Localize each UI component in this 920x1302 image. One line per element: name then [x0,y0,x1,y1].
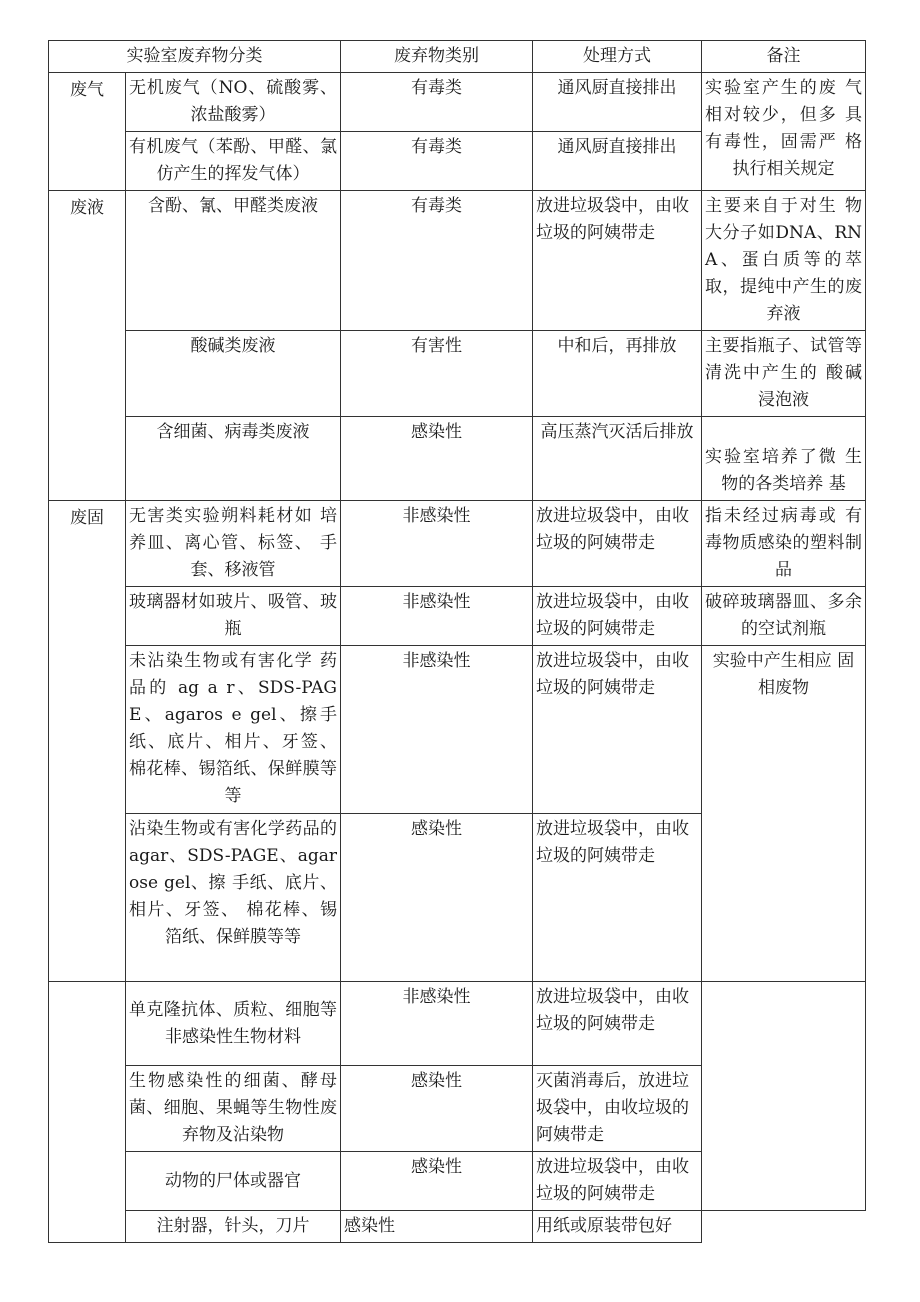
type-cell: 感染性 [341,1066,533,1152]
type-cell: 有毒类 [341,191,533,331]
treatment-cell: 放进垃圾袋中，由收垃圾的阿姨带走 [533,191,702,331]
treatment-cell: 放进垃圾袋中，由收垃圾的阿姨带走 [533,501,702,587]
remarks-cell: 实验室产生的废 气相对较少，但多 具有毒性，固需严 格执行相关规定 [702,73,866,191]
type-cell: 有害性 [341,331,533,417]
remarks-cell: 破碎玻璃器皿、多余的空试剂瓶 [702,587,866,646]
item-cell: 生物感染性的细菌、酵母菌、细胞、果蝇等生物性废弃物及沾染物 [126,1066,341,1152]
remarks-cell: 指未经过病毒或 有毒物质感染的塑料制品 [702,501,866,587]
type-cell: 感染性 [341,1152,533,1211]
item-cell: 含酚、氰、甲醛类废液 [126,191,341,331]
type-cell: 非感染性 [341,501,533,587]
type-cell: 非感染性 [341,587,533,646]
group-label-empty [49,982,126,1243]
remarks-cell: 实验室培养了微 生物的各类培养 基 [702,417,866,501]
type-cell: 感染性 [341,814,533,982]
table-row [49,646,866,814]
group-label-liquid: 废液 [49,191,126,501]
treatment-cell: 放进垃圾袋中，由收垃圾的阿姨带走 [533,814,702,982]
table-row [49,417,866,501]
table-row [49,331,866,417]
item-cell: 注射器，针头，刀片 [126,1211,341,1243]
treatment-cell: 通风厨直接排出 [533,73,702,132]
remarks-cell: 实验中产生相应 固相废物 [702,646,866,982]
header-remarks: 备注 [702,41,866,73]
table-row [49,1211,866,1243]
remarks-cell: 主要指瓶子、试管等清洗中产生的 酸碱浸泡液 [702,331,866,417]
item-cell: 含细菌、病毒类废液 [126,417,341,501]
item-cell: 单克隆抗体、质粒、细胞等非感染性生物材料 [126,982,341,1066]
item-cell: 未沾染生物或有害化学 药品的 ag a r、SDS-PAGE、agaros e gel、擦手 纸、底片、相片、牙签、 棉花棒、锡箔纸、保鲜膜等等 [126,646,341,814]
treatment-cell: 中和后，再排放 [533,331,702,417]
type-cell: 非感染性 [341,646,533,814]
header-treatment: 处理方式 [533,41,702,73]
remarks-cell-empty [702,982,866,1211]
header-type: 废弃物类别 [341,41,533,73]
treatment-cell: 灭菌消毒后，放进垃圾袋中，由收垃圾的阿姨带走 [533,1066,702,1152]
type-cell: 感染性 [341,417,533,501]
treatment-cell: 通风厨直接排出 [533,132,702,191]
table-row [49,73,866,132]
type-cell: 非感染性 [341,982,533,1066]
type-cell: 感染性 [341,1211,533,1243]
item-cell: 无害类实验朔料耗材如 培养皿、离心管、标签、 手套、移液管 [126,501,341,587]
treatment-cell: 高压蒸汽灭活后排放 [533,417,702,501]
type-cell: 有毒类 [341,73,533,132]
remarks-cell: 主要来自于对生 物大分子如DNA、RNA、蛋白质等的萃取，提纯中产生的废弃液 [702,191,866,331]
item-cell: 玻璃器材如玻片、吸管、玻瓶 [126,587,341,646]
item-cell: 动物的尸体或器官 [126,1152,341,1211]
table-header-row [49,41,866,73]
item-cell: 沾染生物或有害化学药品的 agar、SDS-PAGE、agarose gel、擦 手纸、底片、相片、牙签、 棉花棒、锡箔纸、保鲜膜等等 [126,814,341,982]
table-row [49,501,866,587]
table-row [49,982,866,1066]
remarks-cell-empty [702,1211,866,1243]
treatment-cell: 放进垃圾袋中，由收垃圾的阿姨带走 [533,646,702,814]
item-cell: 无机废气（NO、硫酸雾、浓盐酸雾） [126,73,341,132]
type-cell: 有毒类 [341,132,533,191]
waste-classification-table [48,40,866,1243]
group-label-gas: 废气 [49,73,126,191]
treatment-cell: 用纸或原装带包好 [533,1211,702,1243]
group-label-solid: 废固 [49,501,126,982]
table-row [49,191,866,331]
item-cell: 酸碱类废液 [126,331,341,417]
treatment-cell: 放进垃圾袋中，由收垃圾的阿姨带走 [533,587,702,646]
table-row [49,587,866,646]
item-cell: 有机废气（苯酚、甲醛、氯仿产生的挥发气体） [126,132,341,191]
treatment-cell: 放进垃圾袋中，由收垃圾的阿姨带走 [533,982,702,1066]
treatment-cell: 放进垃圾袋中，由收垃圾的阿姨带走 [533,1152,702,1211]
header-classification: 实验室废弃物分类 [49,41,341,73]
